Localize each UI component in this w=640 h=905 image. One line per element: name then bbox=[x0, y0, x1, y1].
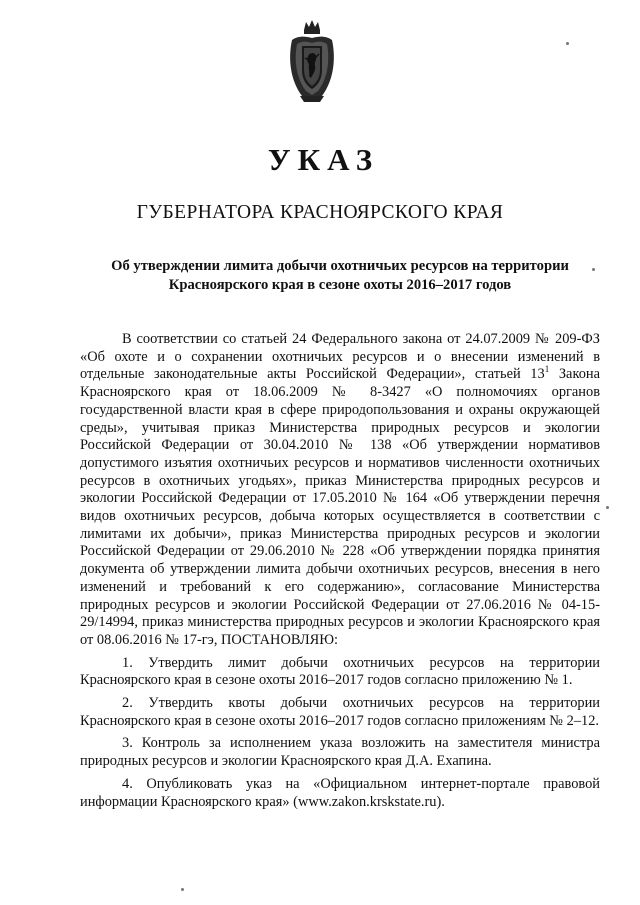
decree-item-3: 3. Контроль за исполнением указа возложить на заместителя министра природных ресурсов и экологии Красноярского края Д.А. Ехапина. bbox=[80, 735, 600, 770]
scan-speck bbox=[606, 506, 609, 509]
document-title: УКАЗ bbox=[267, 142, 380, 177]
scan-speck bbox=[566, 42, 569, 45]
decree-item-4: 4. Опубликовать указ на «Официальном интернет-портале правовой информации Красноярского края» (www.zakon.krskstate.ru). bbox=[80, 775, 600, 810]
decree-item-2: 2. Утвердить квоты добычи охотничьих ресурсов на территории Красноярского края в сезоне охоты 2016–2017 годов согласно приложениям № 2–12. bbox=[80, 695, 600, 729]
heading-line-2: Красноярского края в сезоне охоты 2016–2017 годов bbox=[168, 277, 512, 293]
superscript-article-index: 1 bbox=[544, 364, 550, 375]
preamble-text-part-1: В соответствии со статьей 24 Федерального закона от 24.07.2009 № 209-ФЗ «Об охоте и о сохранении охотничьих ресурсов и о внесении изменений в отдельные законодательные акты Российской Федерации», статьей 13 bbox=[80, 331, 600, 383]
document-body bbox=[80, 331, 600, 811]
document-issuer: ГУБЕРНАТОРА КРАСНОЯРСКОГО КРАЯ bbox=[136, 202, 504, 223]
decree-item-1: 1. Утвердить лимит добычи охотничьих ресурсов на территории Красноярского края в сезоне охоты 2016–2017 годов согласно приложению № 1. bbox=[80, 654, 600, 689]
preamble-text-part-2: Закона Красноярского края от 18.06.2009 № 8-3427 «О полномочиях органов государственной власти края в сфере природопользования и охраны окружающей среды», учитывая приказ Министерства природных ресурсов и экологии Российской Федерации от 30.04.2010 № 138 «Об утверждении нормативов допустимого изъятия охотничьих ресурсов и нормативов численности охотничьих ресурсов в охотничьих угодьях», приказ Министерства природных ресурсов и экологии Российской Федерации от 17.05.2010 № 164 «Об утверждении перечня видов охотничьих ресурсов, добыча которых осуществляется в соответствии с лимитами их добычи», приказ Министерства природных ресурсов и экологии Российской Федерации от 29.06.2010 № 228 «Об утверждении порядка принятия документа об утверждении лимита добычи охотничьих ресурсов, внесения в него изменений и требований к его содержанию», согласование Министерства природных ресурсов и экологии Российской Федерации от 27.06.2016 № 04-15-29/14994, приказ министерства природных ресурсов и экологии Красноярского края от 08.06.2016 № 17-гэ, ПОСТАНОВЛЯЮ: bbox=[80, 366, 600, 648]
document-heading bbox=[80, 257, 600, 295]
scan-speck bbox=[181, 888, 184, 891]
coat-of-arms-icon bbox=[284, 18, 340, 104]
preamble-paragraph bbox=[80, 331, 600, 650]
scan-speck bbox=[592, 268, 595, 271]
heading-line-1: Об утверждении лимита добычи охотничьих ресурсов на территории bbox=[111, 258, 569, 274]
